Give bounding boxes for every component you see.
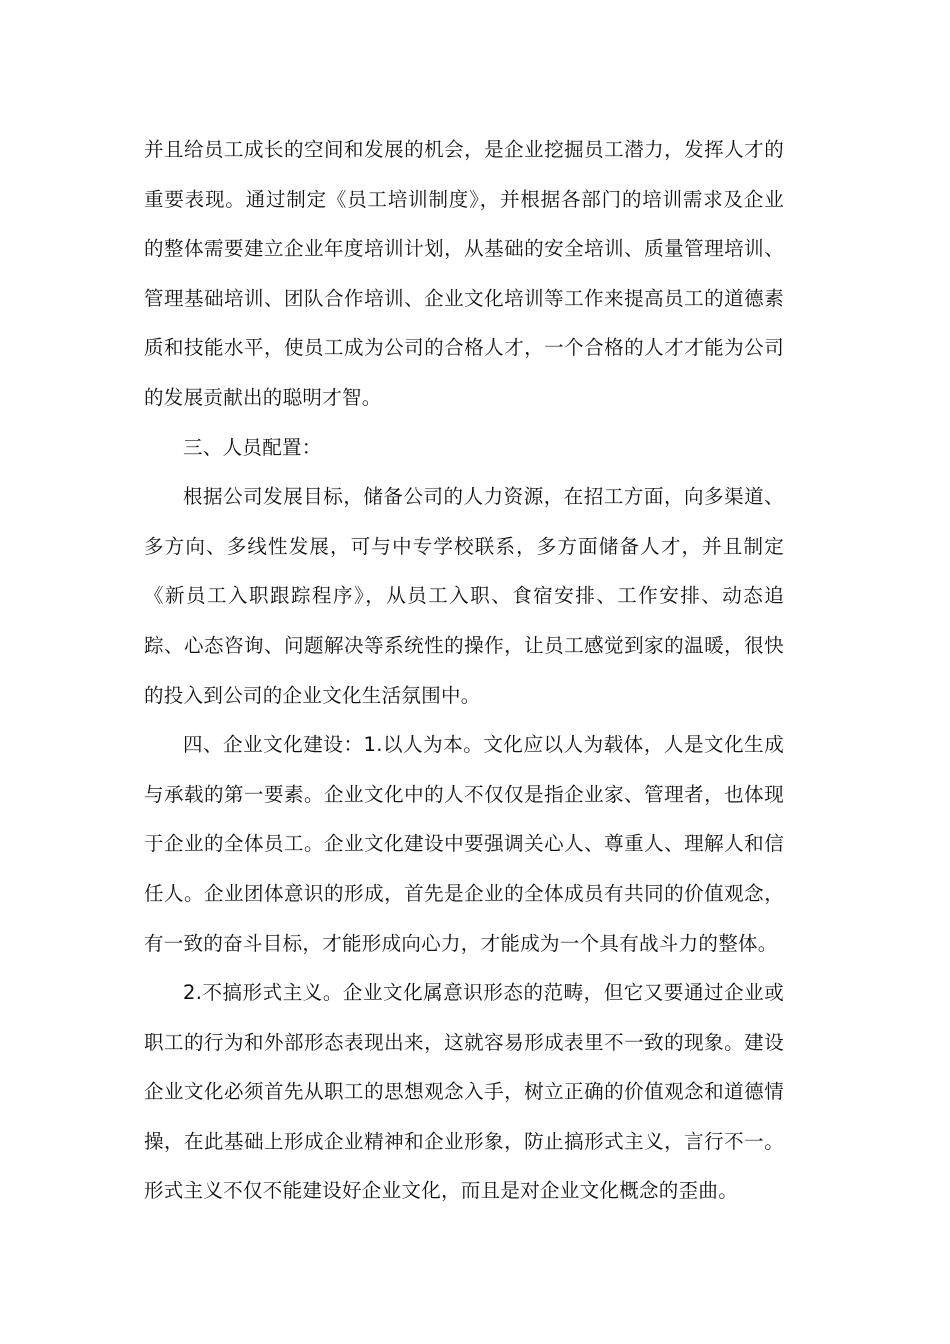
paragraph-staffing: 根据公司发展目标，储备公司的人力资源，在招工方面，向多渠道、多方向、多线性发展，可与中专学校联系，多方面储备人才，并且制定《新员工入职跟踪程序》，从员工入职、食宿安排、工作安排、动态追踪、心态咨询、问题解决等系统性的操作，让员工感觉到家的温暖，很快的投入到公司的企业文化生活氛围中。 — [144, 485, 784, 707]
paragraph-culture-people-oriented: 四、企业文化建设：1.以人为本。文化应以人为载体，人是文化生成与承载的第一要素。企业文化中的人不仅仅是指企业家、管理者，也体现于企业的全体员工。企业文化建设中要强调关心人、尊重人、理解人和信任人。企业团体意识的形成，首先是企业的全体成员有共同的价值观念，有一致的奋斗目标，才能形成向心力，才能成为一个具有战斗力的整体。 — [144, 733, 784, 955]
heading-staffing: 三、人员配置： — [183, 435, 322, 459]
paragraph-culture-no-formalism: 2.不搞形式主义。企业文化属意识形态的范畴，但它又要通过企业或职工的行为和外部形态表现出来，这就容易形成表里不一致的现象。建设企业文化必须首先从职工的思想观念入手，树立正确的价值观念和道德情操，在此基础上形成企业精神和企业形象，防止搞形式主义，言行不一。形式主义不仅不能建设好企业文化，而且是对企业文化概念的歪曲。 — [144, 981, 784, 1203]
paragraph-training: 并且给员工成长的空间和发展的机会，是企业挖掘员工潜力，发挥人才的重要表现。通过制定《员工培训制度》，并根据各部门的培训需求及企业的整体需要建立企业年度培训计划，从基础的安全培训、质量管理培训、管理基础培训、团队合作培训、企业文化培训等工作来提高员工的道德素质和技能水平，使员工成为公司的合格人才，一个合格的人才才能为公司的发展贡献出的聪明才智。 — [144, 138, 784, 409]
document-body — [144, 125, 784, 1216]
